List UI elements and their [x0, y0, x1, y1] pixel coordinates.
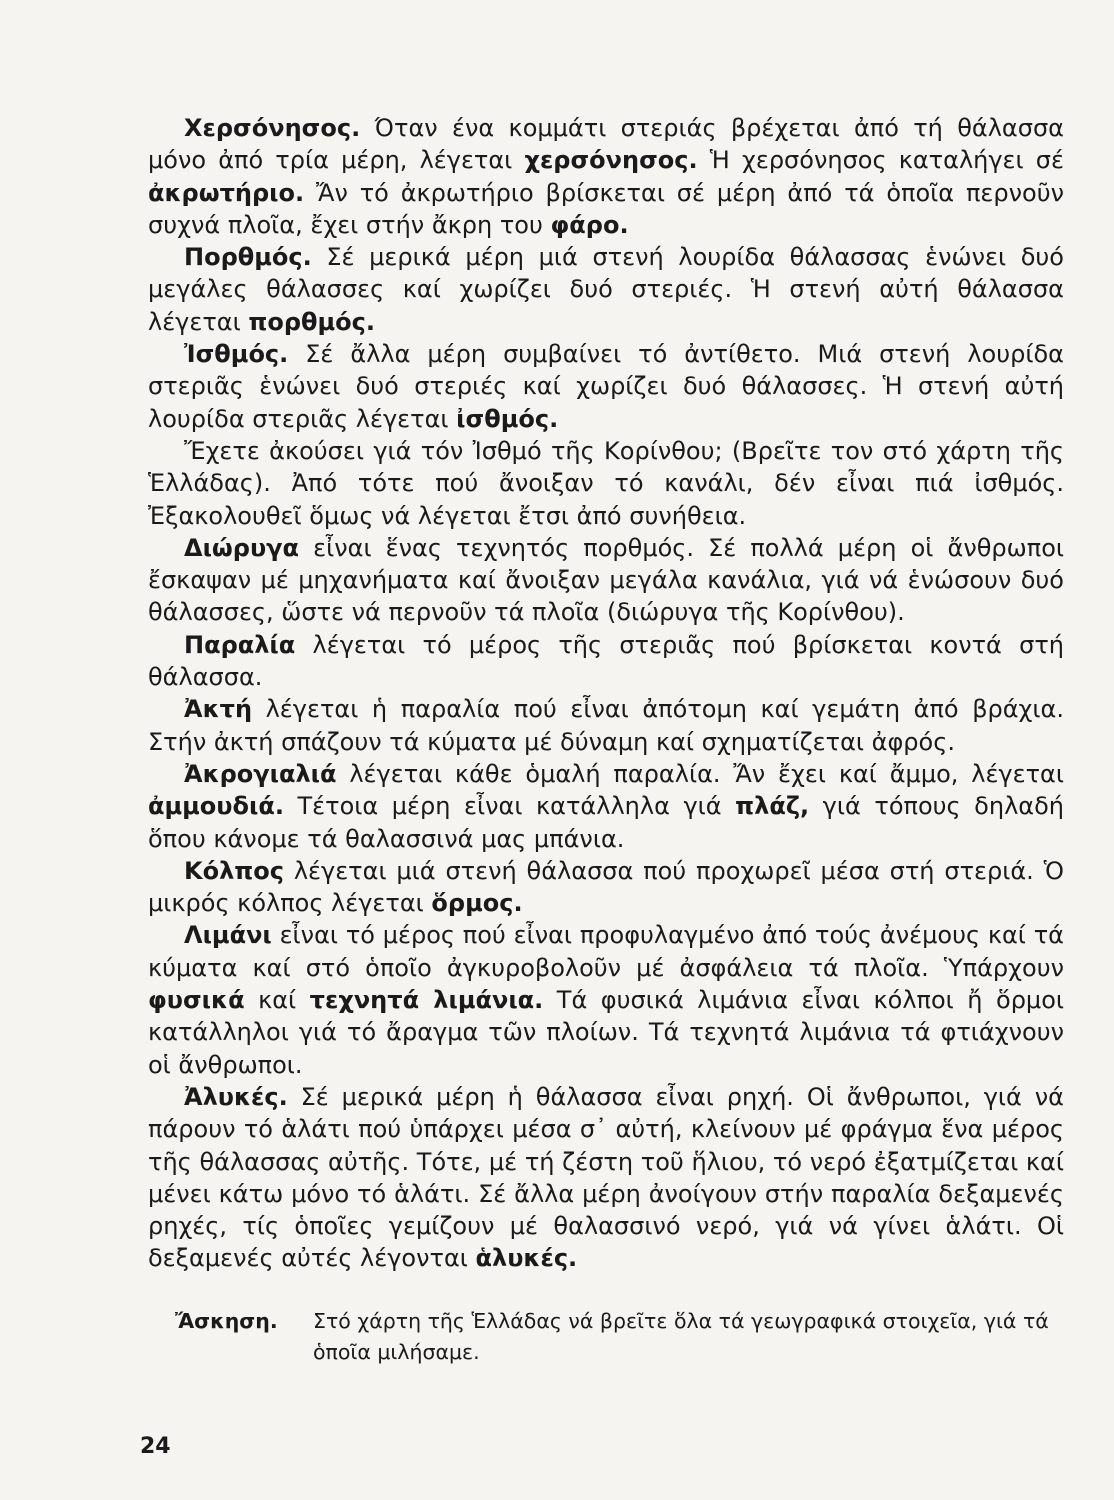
- paragraph: [148, 435, 1064, 532]
- exercise-block: [175, 1306, 1055, 1368]
- bold-term: Παραλία: [184, 630, 296, 659]
- paragraph: [148, 758, 1064, 855]
- paragraph: [148, 693, 1064, 758]
- exercise-text: Στό χάρτη τῆς Ἑλλάδας νά βρεῖτε ὅλα τά γεωγραφικά στοιχεῖα, γιά τά ὁποῖα μιλήσαμε.: [313, 1309, 1049, 1364]
- paragraph: [148, 338, 1064, 435]
- text-run: Σέ ἄλλα μέρη συμβαίνει τό ἀντίθετο. Μιά στενή λουρίδα στεριᾶς ἑνώνει δυό στεριές καί χωρίζει δυό θάλασσες. Ἡ στενή αὐτή λουρίδα στεριᾶς λέγεται: [148, 340, 1064, 433]
- text-run: λέγεται τό μέρος τῆς στεριᾶς πού βρίσκεται κοντά στή θάλασσα.: [148, 630, 1064, 692]
- text-run: Ἔχετε ἀκούσει γιά τόν Ἰσθμό τῆς Κορίνθου; (Βρεῖτε τον στό χάρτη τῆς Ἑλλάδας). Ἀπό τότε πού ἄνοιξαν τό κανάλι, δέν εἶναι πιά ἰσθμός. Ἐξακολουθεῖ ὅμως νά λέγεται ἔτσι ἀπό συνήθεια.: [148, 436, 1064, 530]
- paragraph: [148, 919, 1064, 1080]
- bold-term: τεχνητά λιμάνια.: [309, 986, 544, 1015]
- paragraph: [148, 112, 1064, 241]
- text-run: Τά φυσικά λιμάνια εἶναι κόλποι ἤ ὅρμοι κατάλληλοι γιά τό ἄραγμα τῶν πλοίων. Τά τεχνητά λιμάνια τά φτιάχνουν οἱ ἄνθρωποι.: [148, 986, 1064, 1079]
- text-run: καί: [244, 986, 310, 1015]
- paragraph: [148, 629, 1064, 694]
- page-number: 24: [140, 1434, 171, 1459]
- text-run: γιά τόπους δηλαδή ὅπου κάνομε τά θαλασσινά μας μπάνια.: [148, 792, 1064, 853]
- bold-term: Ἀκτή: [184, 695, 253, 724]
- bold-term: Ἰσθμός.: [184, 340, 289, 369]
- paragraph: [148, 532, 1064, 629]
- text-run: εἶναι τό μέρος πού εἶναι προφυλαγμένο ἀπό τούς ἀνέμους καί τά κύματα καί στό ὁποῖο ἀγκυροβολοῦν μέ ἀσφάλεια τά πλοῖα. Ὑπάρχουν: [148, 921, 1064, 982]
- text-run: Ἄν τό ἀκρωτήριο βρίσκεται σέ μέρη ἀπό τά ὁποῖα περνοῦν συχνά πλοῖα, ἔχει στήν ἄκρη του: [148, 178, 1064, 239]
- bold-term: ὅρμος.: [431, 889, 523, 918]
- bold-term: Λιμάνι: [184, 921, 272, 950]
- paragraph: [148, 241, 1064, 338]
- text-run: λέγεται ἡ παραλία πού εἶναι ἀπότομη καί γεμάτη ἀπό βράχια. Στήν ἀκτή σπάζουν τά κύματα μέ δύναμη καί σχηματίζεται ἀφρός.: [148, 695, 1064, 756]
- bold-term: Πορθμός.: [184, 243, 312, 272]
- text-run: λέγεται κάθε ὁμαλή παραλία. Ἄν ἔχει καί ἄμμο, λέγεται: [336, 759, 1064, 788]
- paragraph: [148, 855, 1064, 920]
- bold-term: ἁλυκές.: [475, 1244, 578, 1273]
- body-text: [148, 112, 1064, 1275]
- text-run: Σέ μερικά μέρη μιά στενή λουρίδα θάλασσας ἑνώνει δυό μεγάλες θάλασσες καί χωρίζει δυό στεριές. Ἡ στενή αὐτή θάλασσα λέγεται: [148, 243, 1064, 336]
- bold-term: φυσικά: [148, 986, 245, 1015]
- exercise-label: Ἄσκηση.: [175, 1309, 278, 1333]
- text-run: λέγεται μιά στενή θάλασσα πού προχωρεῖ μέσα στή στεριά. Ὁ μικρός κόλπος λέγεται: [148, 856, 1064, 918]
- bold-term: Χερσόνησος.: [184, 114, 361, 142]
- bold-term: χερσόνησος.: [524, 146, 698, 175]
- text-run: εἶναι ἕνας τεχνητός πορθμός. Σέ πολλά μέρη οἱ ἄνθρωποι ἔσκαψαν μέ μηχανήματα καί ἄνοιξαν μεγάλα κανάλια, γιά νά ἑνώσουν δυό θάλασσες, ὥστε νά περνοῦν τά πλοῖα (διώρυγα τῆς Κορίνθου).: [148, 533, 1064, 627]
- text-run: Σέ μερικά μέρη ἡ θάλασσα εἶναι ρηχή. Οἱ ἄνθρωποι, γιά νά πάρουν τό ἁλάτι πού ὑπάρχει μέσα σ᾽ αὐτή, κλείνουν μέ φράγμα ἕνα μέρος τῆς θάλασσας αὐτῆς. Τότε, μέ τή ζέστη τοῦ ἥλιου, τό νερό ἐξατμίζεται καί μένει κάτω μόνο τό ἁλάτι. Σέ ἄλλα μέρη ἀνοίγουν στήν παραλία δεξαμενές ρηχές, τίς ὁποῖες γεμίζουν μέ θαλασσινό νερό, γιά νά γίνει ἁλάτι. Οἱ δεξαμενές αὐτές λέγονται: [148, 1082, 1064, 1273]
- bold-term: Ἀλυκές.: [184, 1082, 288, 1111]
- bold-term: ἀμμουδιά.: [148, 792, 284, 821]
- bold-term: ἀκρωτήριο.: [148, 178, 305, 207]
- text-run: Ἡ χερσόνησος καταλήγει σέ: [697, 146, 1064, 175]
- text-run: Όταν ένα κομμάτι στεριάς βρέχεται ἀπό τή θάλασσα μόνο ἀπό τρία μέρη, λέγεται: [148, 114, 1064, 175]
- bold-term: ἰσθμός.: [456, 404, 559, 433]
- bold-term: Κόλπος: [184, 856, 284, 885]
- bold-term: φάρο.: [550, 210, 629, 239]
- bold-term: Ἀκρογιαλιά: [184, 759, 337, 788]
- paragraph: [148, 1081, 1064, 1275]
- bold-term: πορθμός.: [248, 307, 376, 336]
- bold-term: πλάζ,: [735, 792, 810, 821]
- bold-term: Διώρυγα: [184, 533, 300, 562]
- text-run: Τέτοια μέρη εἶναι κατάλληλα γιά: [283, 792, 736, 821]
